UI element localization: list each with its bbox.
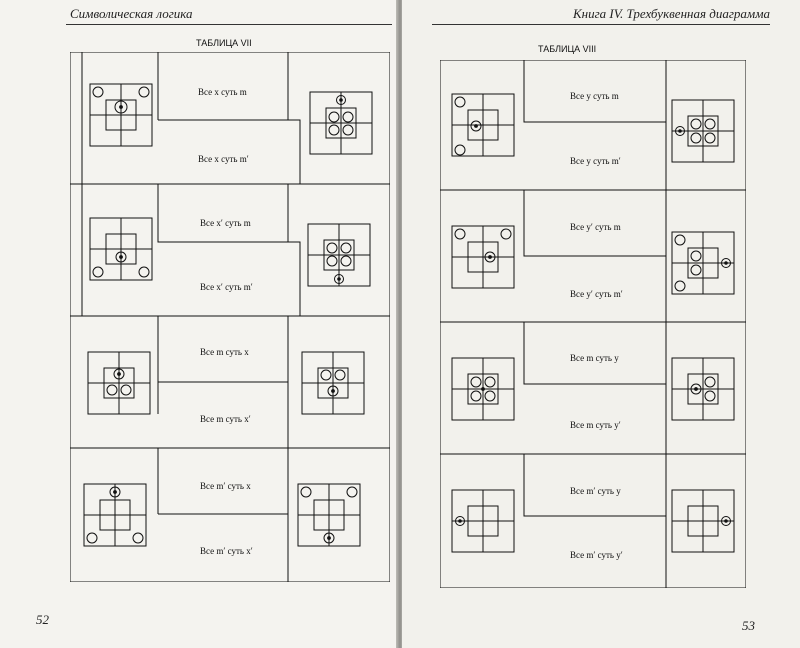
row-4-top-label: Все m′ суть x [200,481,251,491]
viii-row-4-right-diagram [672,490,734,552]
left-page [0,0,398,648]
viii-row-3-cutout-line [524,322,666,454]
viii-row-1-right-diagram [672,100,734,162]
table-viii-plate [440,60,746,588]
viii-row-3-bottom-label: Все m суть y′ [570,420,621,430]
row-1-right-diagram [310,92,372,154]
row-2-left-diagram [90,218,152,280]
left-running-head: Символическая логика [70,6,193,21]
right-running-head: Книга IV. Трехбуквенная диаграмма [572,6,770,21]
row-4-bottom-label: Все m′ суть x′ [200,546,253,556]
viii-row-4-left-diagram [452,490,514,552]
viii-row-3-right-diagram [672,358,734,420]
viii-row-1-left-diagram [452,94,514,156]
row-4-left-diagram [84,484,146,546]
viii-row-2-cutout-line [524,190,666,322]
left-page-number: 52 [36,612,49,627]
row-3-bottom-label: Все m суть x′ [200,414,251,424]
viii-row-1-bottom-label: Все y суть m′ [570,156,621,166]
row-1-bottom-label: Все x суть m′ [198,154,249,164]
row-2-cutout-line [82,184,300,316]
viii-row-4-cutout-line [524,454,666,588]
viii-row-2-bottom-label: Все y′ суть m′ [570,289,623,299]
row-3-left-diagram [88,352,150,414]
viii-row-2-right-diagram [672,232,734,294]
viii-row-2-left-diagram [452,226,514,288]
row-1-left-diagram [90,84,152,146]
viii-row-4-top-label: Все m′ суть y [570,486,621,496]
left-head-rule [66,24,392,25]
viii-row-3-top-label: Все m суть y [570,353,619,363]
viii-row-2-top-label: Все y′ суть m [570,222,621,232]
table-vii-title: ТАБЛИЦА VII [196,38,252,48]
viii-row-1-cutout-line [524,60,666,190]
row-4-cutout-line [158,448,288,582]
viii-row-3-left-diagram [452,358,514,420]
row-2-top-label: Все x′ суть m [200,218,251,228]
right-page-number: 53 [742,618,755,633]
row-3-right-diagram [302,352,364,414]
row-2-right-diagram [308,224,370,286]
right-head-rule [432,24,770,25]
row-1-top-label: Все x суть m [198,87,247,97]
row-2-bottom-label: Все x′ суть m′ [200,282,253,292]
row-3-cutout-line [158,316,288,448]
viii-row-1-top-label: Все y суть m [570,91,619,101]
table-vii-plate [70,52,390,582]
viii-row-4-bottom-label: Все m′ суть y′ [570,550,623,560]
row-1-cutout-line [82,52,300,184]
row-4-right-diagram [298,484,360,546]
row-3-top-label: Все m суть x [200,347,249,357]
right-page [402,0,800,648]
table-viii-title: ТАБЛИЦА VIII [538,44,597,54]
